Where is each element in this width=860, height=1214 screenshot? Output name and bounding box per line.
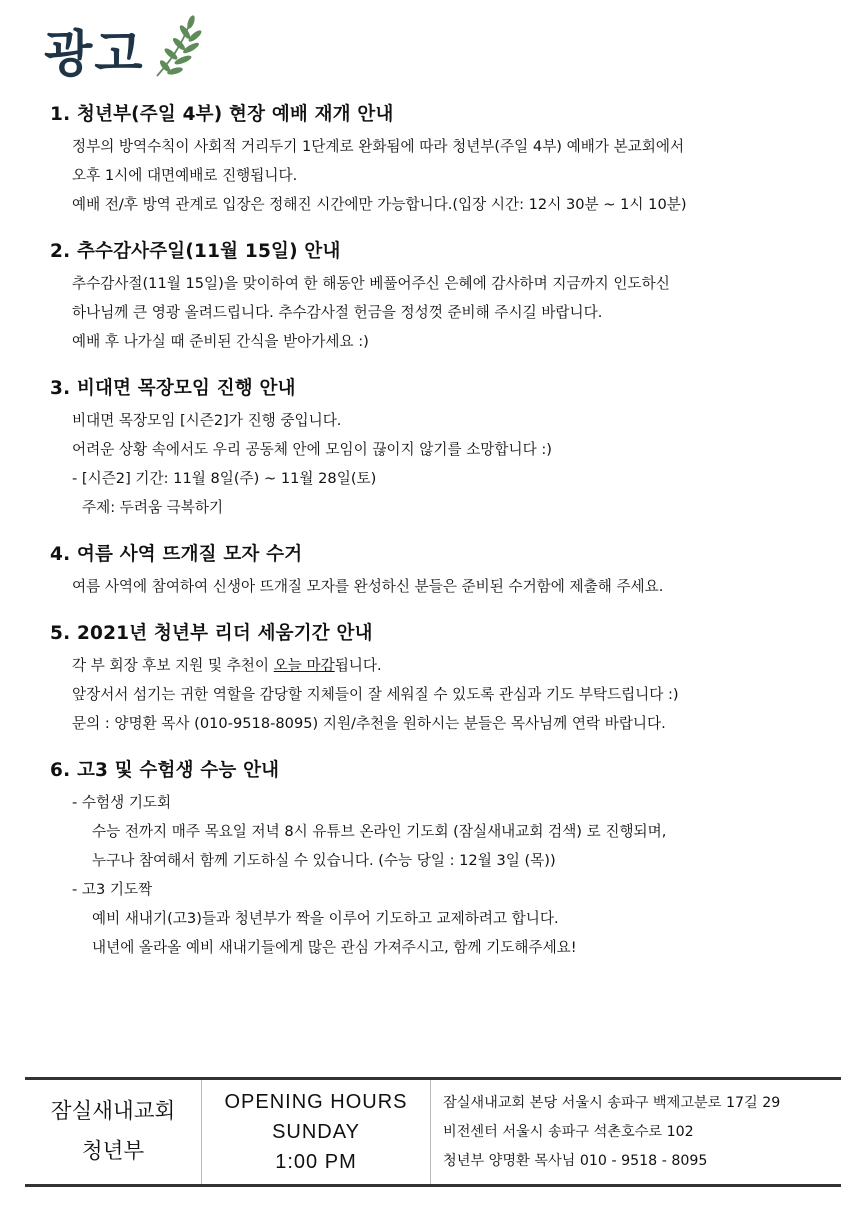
footer-hours: [202, 1080, 431, 1184]
section-text: 앞장서서 섬기는 귀한 역할을 감당할 지체들이 잘 세워질 수 있도록 관심과 기도 부탁드립니다 :): [72, 686, 679, 703]
announcement-section-5: [50, 619, 830, 738]
hours-label: OPENING HOURS: [224, 1091, 408, 1113]
announcement-list: [50, 100, 830, 980]
department-name: 청년부: [81, 1139, 145, 1164]
text-part: 됩니다.: [334, 657, 382, 674]
section-text: 어려운 상황 속에서도 우리 공동체 안에 모임이 끊이지 않기를 소망합니다 :): [72, 441, 552, 458]
section-title: 5. 2021년 청년부 리더 세움기간 안내: [50, 623, 373, 644]
section-text: 주제: 두려움 극복하기: [82, 499, 224, 516]
announcement-section-4: [50, 540, 830, 601]
section-text: 예배 전/후 방역 관계로 입장은 정해진 시간에만 가능합니다.(입장 시간: 12시 30분 ~ 1시 10분): [72, 196, 687, 213]
section-text: - 수험생 기도회: [72, 794, 172, 811]
section-text: 내년에 올라올 예비 새내기들에게 많은 관심 가져주시고, 함께 기도해주세요!: [92, 939, 577, 956]
section-text: 여름 사역에 참여하여 신생아 뜨개질 모자를 완성하신 분들은 준비된 수거함에 제출해 주세요.: [72, 578, 664, 595]
section-text: 비대면 목장모임 [시즌2]가 진행 중입니다.: [72, 412, 342, 429]
page-header: [44, 10, 211, 90]
text-part: 각 부 회장 후보 지원 및 추천이: [72, 657, 274, 674]
deadline-highlight: 오늘 마감: [273, 657, 335, 674]
hours-time: 1:00 PM: [275, 1151, 357, 1173]
church-name: 잠실새내교회: [50, 1099, 176, 1124]
footer: [25, 1077, 841, 1187]
section-text: 예배 후 나가실 때 준비된 간식을 받아가세요 :): [72, 333, 369, 350]
section-title: 1. 청년부(주일 4부) 현장 예배 재개 안내: [50, 104, 394, 125]
section-text: 예비 새내기(고3)들과 청년부가 짝을 이루어 기도하고 교제하려고 합니다.: [92, 910, 559, 927]
announcement-section-2: [50, 237, 830, 356]
section-text: - 고3 기도짝: [72, 881, 153, 898]
section-text: 하나님께 큰 영광 올려드립니다. 추수감사절 헌금을 정성껏 준비해 주시길 바랍니다.: [72, 304, 603, 321]
footer-church: [25, 1080, 202, 1184]
section-text: 정부의 방역수칙이 사회적 거리두기 1단계로 완화됨에 따라 청년부(주일 4부) 예배가 본교회에서: [72, 138, 685, 155]
section-text: 수능 전까지 매주 목요일 저녁 8시 유튜브 온라인 기도회 (잠실새내교회 검색) 로 진행되며,: [92, 823, 667, 840]
address-vision: 비전센터 서울시 송파구 석촌호수로 102: [443, 1123, 694, 1140]
section-title: 3. 비대면 목장모임 진행 안내: [50, 378, 296, 399]
section-title: 6. 고3 및 수험생 수능 안내: [50, 760, 280, 781]
page-title: 광고: [44, 25, 145, 83]
section-text: 누구나 참여해서 함께 기도하실 수 있습니다. (수능 당일 : 12월 3일 (목)): [92, 852, 556, 869]
announcement-section-3: [50, 374, 830, 522]
section-text: 추수감사절(11월 15일)을 맞이하여 한 해동안 베풀어주신 은혜에 감사하며 지금까지 인도하신: [72, 275, 670, 292]
footer-contact: [431, 1080, 780, 1184]
section-title: 2. 추수감사주일(11월 15일) 안내: [50, 241, 341, 262]
section-text: 오후 1시에 대면예배로 진행됩니다.: [72, 167, 298, 184]
section-text: [50, 651, 830, 680]
section-title: 4. 여름 사역 뜨개질 모자 수거: [50, 544, 303, 565]
section-text: - [시즌2] 기간: 11월 8일(주) ~ 11월 28일(토): [72, 470, 377, 487]
announcement-section-6: [50, 756, 830, 962]
hours-day: SUNDAY: [272, 1121, 360, 1143]
contact-info: 청년부 양명환 목사님 010 - 9518 - 8095: [443, 1152, 708, 1169]
section-text: 문의 : 양명환 목사 (010-9518-8095) 지원/추천을 원하시는 분들은 목사님께 연락 바랍니다.: [72, 715, 666, 732]
address-main: 잠실새내교회 본당 서울시 송파구 백제고분로 17길 29: [443, 1094, 781, 1111]
announcement-section-1: [50, 100, 830, 219]
olive-branch-icon: [151, 14, 211, 80]
